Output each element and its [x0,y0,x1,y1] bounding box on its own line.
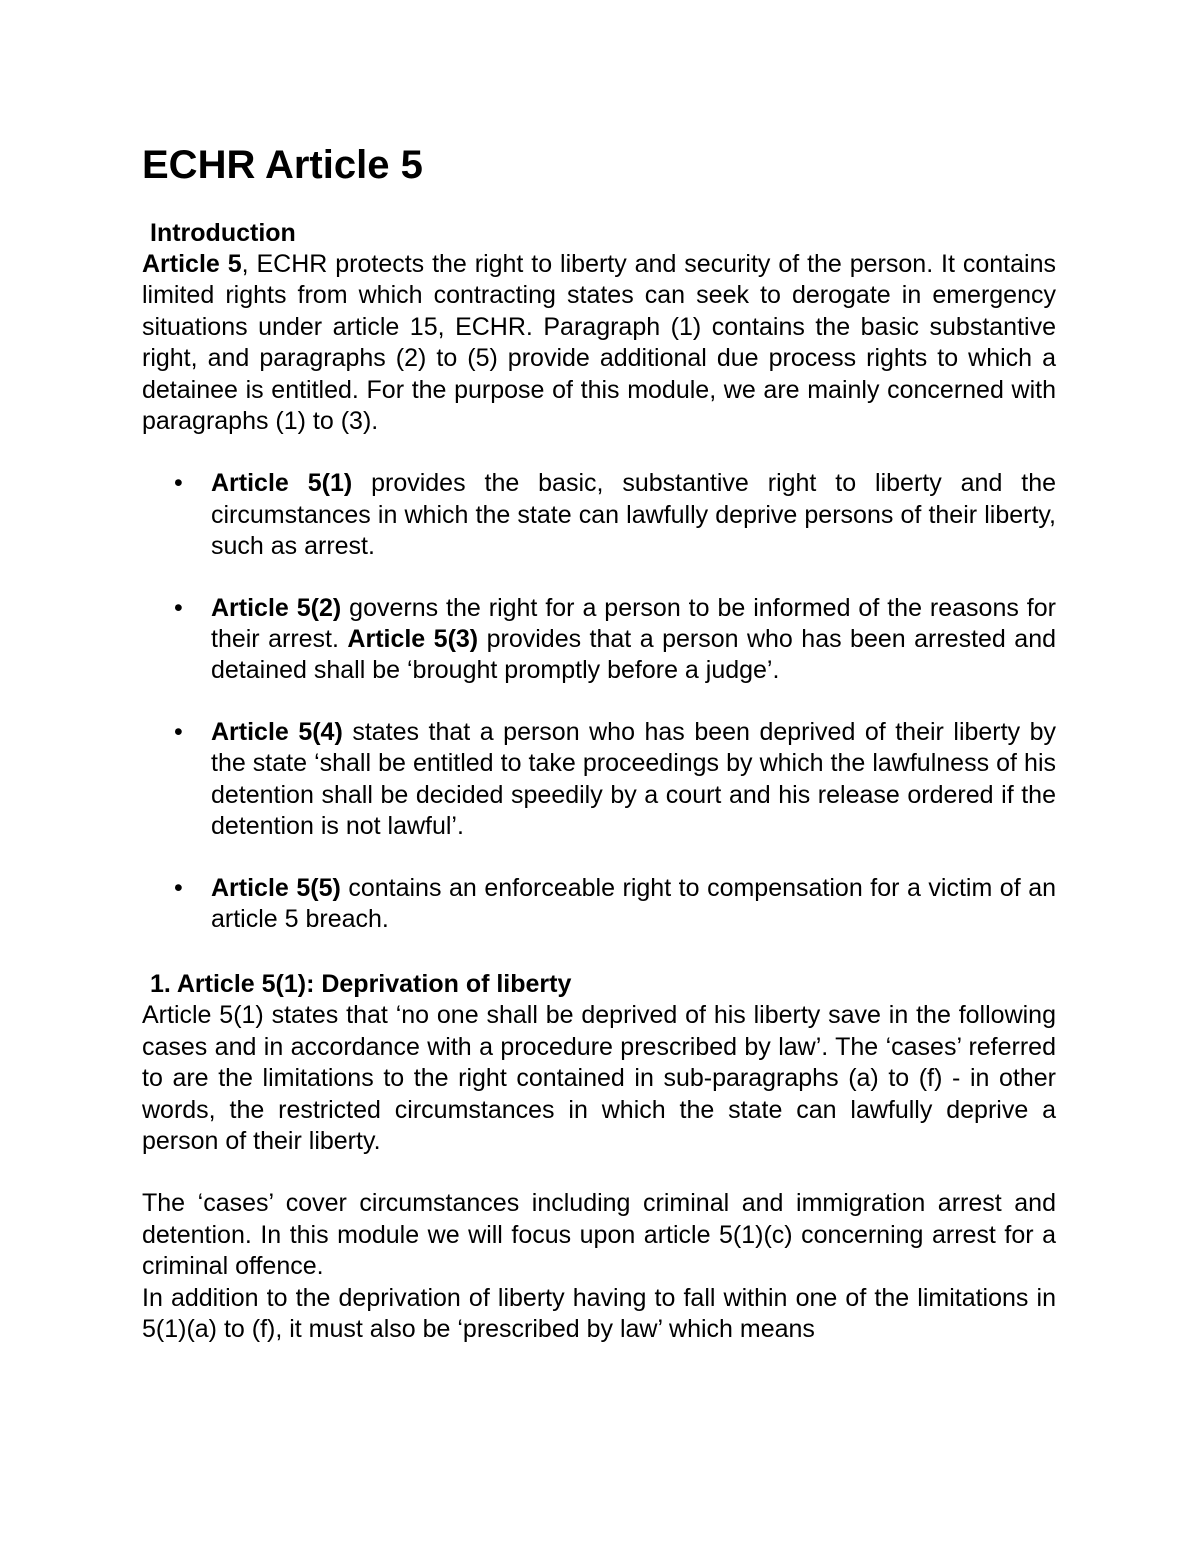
section-heading: 1. Article 5(1): Deprivation of liberty [150,970,572,999]
bullet-text: states that a person who has been deprived of their liberty by the state ‘shall be entitled to take proceedings by which the lawfulness of his detention shall be decided speedily by a court and his release ordered if the detention is not lawful’. [211,717,1056,841]
bullet-text: governs the right for a person to be informed of the reasons for their arrest. [211,593,1056,654]
bullet-bold-term: Article 5(3) [347,625,479,654]
bullet-icon: • [174,469,183,498]
bullet-text: contains an enforceable right to compensation for a victim of an article 5 breach. [211,873,1057,933]
bullet-bold-term: Article 5(4) [211,717,343,746]
list-item [142,873,1056,936]
bullet-icon: • [174,593,183,622]
bullet-bold-term: Article 5(2) [211,593,342,622]
introduction-heading: Introduction [150,219,296,247]
introduction-paragraph [142,249,1056,437]
bullet-text: provides the basic, substantive right to liberty and the circumstances in which the state can lawfully deprive persons of their liberty, such as arrest. [211,469,1057,561]
bullet-bold-term: Article 5(1) [211,469,353,498]
document-title: ECHR Article 5 [142,143,423,187]
article-bullet-list [142,468,1056,935]
bullet-icon: • [174,717,183,746]
list-item [142,717,1056,843]
list-item [142,593,1056,687]
intro-bold-term: Article 5 [142,250,242,278]
bullet-icon: • [174,873,183,902]
document-page [142,140,1056,1345]
section-paragraph: In addition to the deprivation of liberty having to fall within one of the limitations in 5(1)(a) to (f), it must also be ‘prescribed by law’ which means [142,1283,1056,1343]
bullet-bold-term: Article 5(5) [211,873,341,902]
bullet-text: provides that a person who has been arrested and detained shall be ‘brought promptly before a judge’. [211,625,1057,685]
list-item [142,468,1056,562]
section-paragraph: The ‘cases’ cover circumstances including criminal and immigration arrest and detention. In this module we will focus upon article 5(1)(c) concerning arrest for a criminal offence. [142,1189,1056,1281]
section-paragraph: Article 5(1) states that ‘no one shall be deprived of his liberty save in the following cases and in accordance with a procedure prescribed by law’. The ‘cases’ referred to are the limitations to the right contained in sub-paragraphs (a) to (f) - in other words, the restricted circumstances in which the state can lawfully deprive a person of their liberty. [142,1001,1056,1155]
intro-text: , ECHR protects the right to liberty and security of the person. It contains limited rights from which contracting states can seek to derogate in emergency situations under article 15, ECHR. Paragraph (1) contains the basic substantive right, and paragraphs (2) to (5) provide additional due process rights to which a detainee is entitled. For the purpose of this module, we are mainly concerned with paragraphs (1) to (3). [142,250,1056,436]
